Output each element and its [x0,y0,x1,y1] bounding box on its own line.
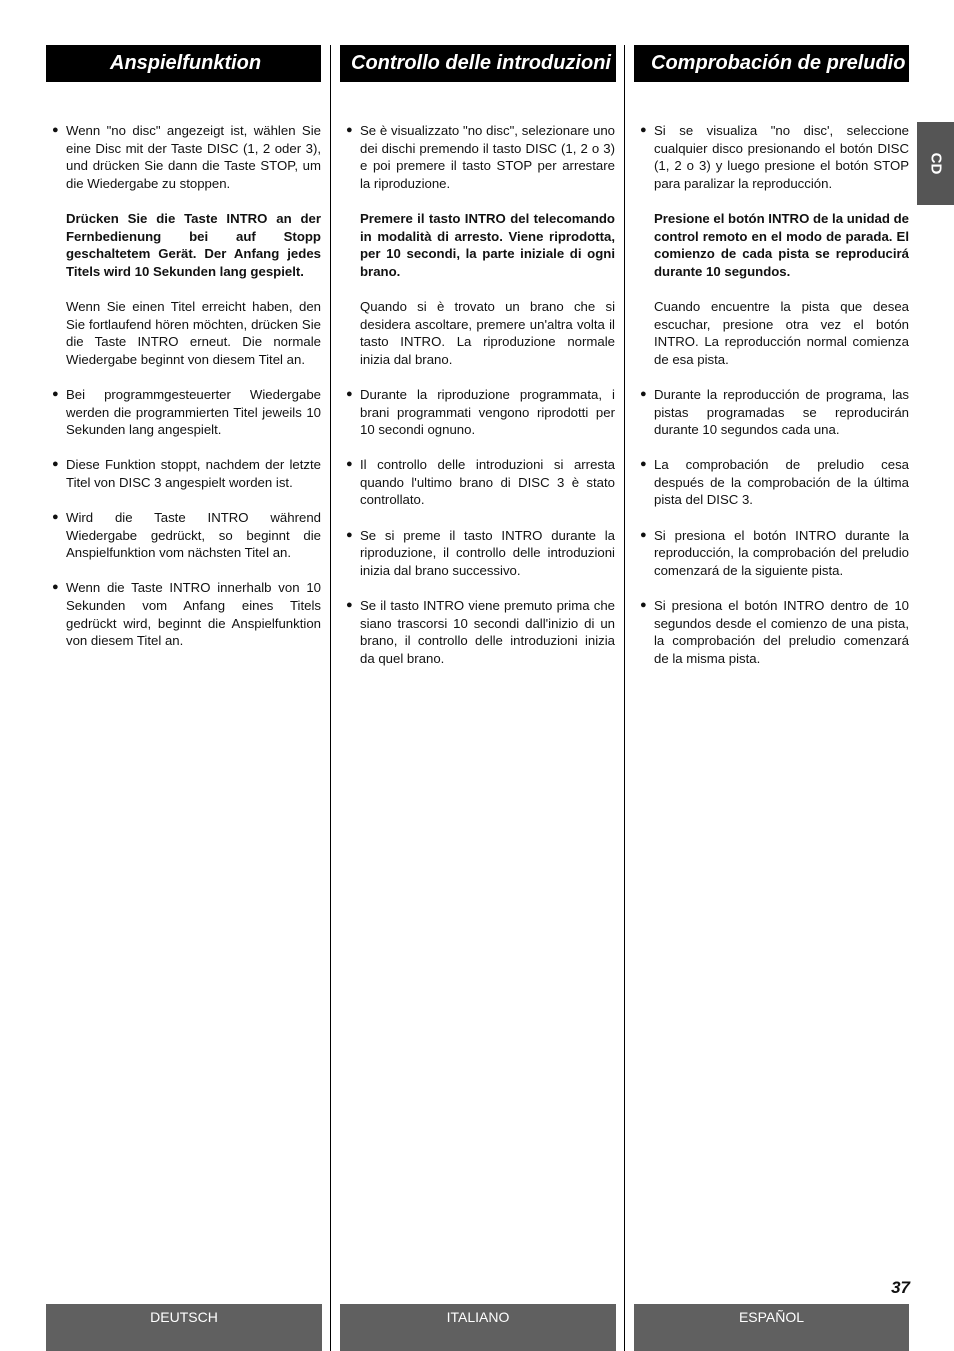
paragraph: Quando si è trovato un brano che si desidera ascoltare, premere un'altra volta il tasto INTRO. La riproduzione normale inizia dal brano. [360,298,615,367]
bullet-item: ● Diese Funktion stoppt, nachdem der letzte Titel von DISC 3 angespielt worden ist. [52,457,321,490]
section-title-italian: Controllo delle introduzioni [340,45,616,82]
spanish-column [634,122,909,685]
bullet-item: ● Bei programmgesteuerter Wiedergabe werden die programmierten Titel jeweils 10 Sekunden lang angespielt. [52,386,321,438]
bullet-item: ● Se il tasto INTRO viene premuto prima che siano trascorsi 10 secondi dall'inizio di un brano, il controllo delle introduzioni inizia da quel brano. [346,598,615,666]
bullet-item: ● Se si preme il tasto INTRO durante la riproduzione, il controllo delle introduzioni inizia dal brano successivo. [346,527,615,578]
bullet-item: ● Se è visualizzato "no disc", selezionare uno dei dischi premendo il tasto DISC (1, 2 o 3) e poi premere il tasto STOP per arrestare la riproduzione. [346,123,615,191]
footer-language-spanish: ESPAÑOL [634,1304,909,1351]
footer-language-german: DEUTSCH [46,1304,322,1351]
bullet-icon: ● [640,387,647,400]
bullet-item: ● Si presiona el botón INTRO dentro de 10 segundos desde el comienzo de una pista, la comprobación del preludio comenzará de la misma pista. [640,598,909,666]
bullet-item: ● Wenn die Taste INTRO innerhalb von 10 Sekunden vom Anfang eines Titels gedrückt wird, beginnt die Anspielfunktion von diesem Titel an. [52,580,321,649]
bullet-item: ● Wird die Taste INTRO während Wiedergabe gedrückt, so beginnt die Anspielfunktion vom nächsten Titel an. [52,510,321,561]
bullet-icon: ● [52,581,59,594]
paragraph: Wenn Sie einen Titel erreicht haben, den Sie fortlaufend hören möchten, drücken Sie die Taste INTRO erneut. Die normale Wiedergabe beginnt von diesem Titel an. [66,298,321,367]
bullet-item: ● Il controllo delle introduzioni si arresta quando l'ultimo brano di DISC 3 è stato controllato. [346,457,615,508]
german-column [46,122,321,667]
bullet-icon: ● [346,124,353,136]
instruction-bold: Premere il tasto INTRO del telecomando in modalità di arresto. Viene riprodotta, per 10 secondi, la parte iniziale di ogni brano. [360,210,615,279]
bullet-item: ● Durante la reproducción de programa, las pistas programadas se reproducirán durante 10 segundos cada una. [640,386,909,438]
side-tab-cd: CD [917,122,954,205]
italian-column [340,122,615,685]
bullet-icon: ● [52,124,59,136]
bullet-icon: ● [640,528,647,541]
column-divider [624,45,625,1351]
bullet-item: ● Si se visualiza "no disc', seleccione cualquier disco presionando el botón DISC (1, 2 o 3) y luego presione el botón STOP para paralizar la reproducción. [640,123,909,191]
section-title-spanish: Comprobación de preludio [634,45,909,82]
instruction-bold: Presione el botón INTRO de la unidad de control remoto en el modo de parada. El comienzo de cada pista se reproducirá durante 10 segundos. [654,210,909,279]
bullet-item: ● Si presiona el botón INTRO durante la reproducción, la comprobación del preludio comenzará de la siguiente pista. [640,527,909,578]
page-number: 37 [891,1278,910,1297]
bullet-icon: ● [52,458,59,471]
bullet-icon: ● [52,387,59,400]
bullet-icon: ● [346,458,353,471]
instruction-bold: Drücken Sie die Taste INTRO an der Fernbedienung bei auf Stopp geschaltetem Gerät. Der Anfang jedes Titels wird 10 Sekunden lang gespielt. [66,210,321,279]
bullet-item: ● La comprobación de preludio cesa después de la comprobación de la última pista del DISC 3. [640,457,909,508]
bullet-item: ● Durante la riproduzione programmata, i brani programmati vengono riprodotti per 10 secondi ognuno. [346,386,615,438]
column-divider [330,45,331,1351]
bullet-icon: ● [640,599,647,612]
bullet-icon: ● [346,387,353,400]
section-title-german: Anspielfunktion [46,45,321,82]
paragraph: Cuando encuentre la pista que desea escuchar, presione otra vez el botón INTRO. La reproducción normal comienza de esa pista. [654,298,909,367]
footer-language-italian: ITALIANO [340,1304,616,1351]
bullet-icon: ● [640,458,647,471]
bullet-icon: ● [346,528,353,541]
bullet-icon: ● [346,599,353,612]
bullet-item: ● Wenn "no disc" angezeigt ist, wählen Sie eine Disc mit der Taste DISC (1, 2 oder 3), und drücken Sie dann die Taste STOP, um die Wiedergabe zu stoppen. [52,123,321,191]
bullet-icon: ● [640,124,647,136]
bullet-icon: ● [52,511,59,524]
